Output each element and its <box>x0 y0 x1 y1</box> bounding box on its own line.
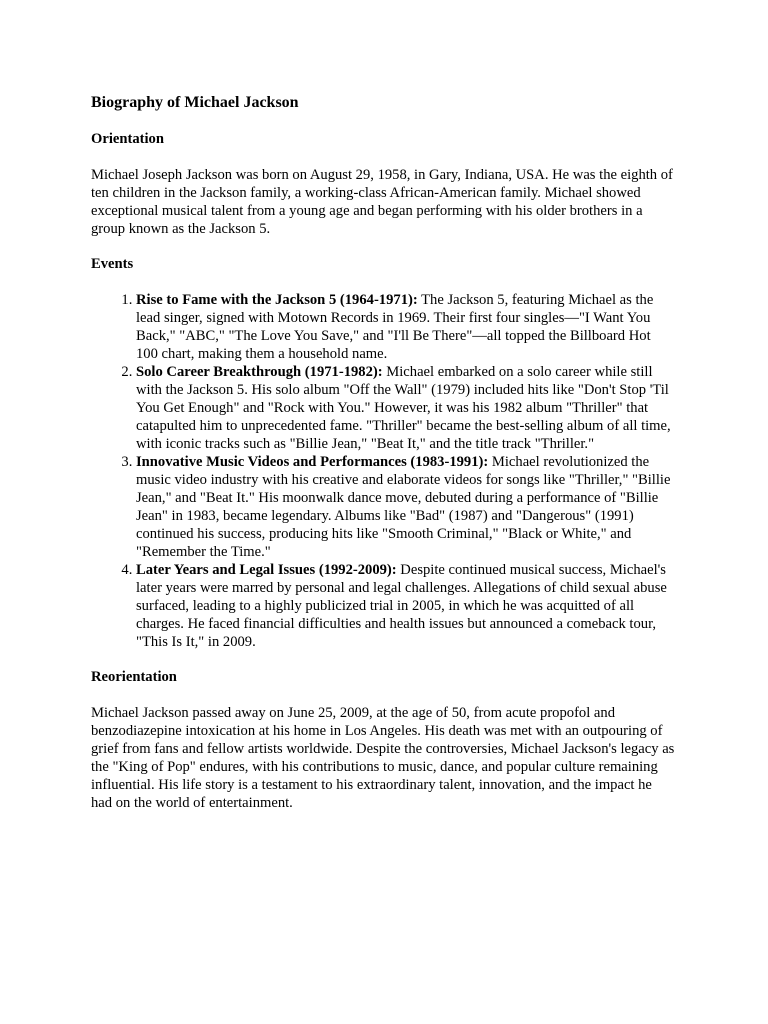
event-item <box>136 453 676 561</box>
orientation-heading: Orientation <box>91 131 164 147</box>
reorientation-heading: Reorientation <box>91 669 177 685</box>
event-title: Later Years and Legal Issues (1992-2009): <box>136 562 397 578</box>
event-text: Michael revolutionized the music video industry with his creative and elaborate videos for songs like "Thriller," "Billie Jean," and "Beat It." His moonwalk dance move, debuted during a performance of "Billie Jean" in 1983, became legendary. Albums like "Bad" (1987) and "Dangerous" (1991) continued his success, producing hits like "Smooth Criminal," "Black or White," and "Remember the Time." <box>136 454 671 560</box>
events-list <box>91 291 676 651</box>
document-title: Biography of Michael Jackson <box>91 94 299 111</box>
orientation-paragraph: Michael Joseph Jackson was born on August 29, 1958, in Gary, Indiana, USA. He was the eighth of ten children in the Jackson family, a working-class African-American family. Michael showed exceptional musical talent from a young age and began performing with his older brothers in a group known as the Jackson 5. <box>91 167 673 237</box>
events-heading: Events <box>91 256 134 272</box>
event-title: Solo Career Breakthrough (1971-1982): <box>136 364 383 380</box>
reorientation-paragraph: Michael Jackson passed away on June 25, 2009, at the age of 50, from acute propofol and benzodiazepine intoxication at his home in Los Angeles. His death was met with an outpouring of grief from fans and fellow artists worldwide. Despite the controversies, Michael Jackson's legacy as the "King of Pop" endures, with his contributions to music, dance, and popular culture remaining influential. His life story is a testament to his extraordinary talent, innovation, and the impact he had on the world of entertainment. <box>91 705 675 811</box>
event-title: Innovative Music Videos and Performances (1983-1991): <box>136 454 489 470</box>
event-item <box>136 561 676 651</box>
event-title: Rise to Fame with the Jackson 5 (1964-1971): <box>136 292 418 308</box>
event-item <box>136 291 676 363</box>
event-text: The Jackson 5, featuring Michael as the lead singer, signed with Motown Records in 1969. Their first four singles—"I Want You Back," "ABC," "The Love You Save," and "I'll Be There"—all topped the Billboard Hot 100 chart, making them a household name. <box>136 292 654 362</box>
event-text: Despite continued musical success, Michael's later years were marred by personal and legal challenges. Allegations of child sexual abuse surfaced, leading to a highly publicized trial in 2005, in which he was acquitted of all charges. He faced financial difficulties and health issues but announced a comeback tour, "This Is It," in 2009. <box>136 562 667 650</box>
event-text: Michael embarked on a solo career while still with the Jackson 5. His solo album "Off the Wall" (1979) included hits like "Don't Stop 'Til You Get Enough" and "Rock with You." However, it was his 1982 album "Thriller" that catapulted him to unprecedented fame. "Thriller" became the best-selling album of all time, with iconic tracks such as "Billie Jean," "Beat It," and the title track "Thriller." <box>136 364 671 452</box>
event-item <box>136 363 676 453</box>
